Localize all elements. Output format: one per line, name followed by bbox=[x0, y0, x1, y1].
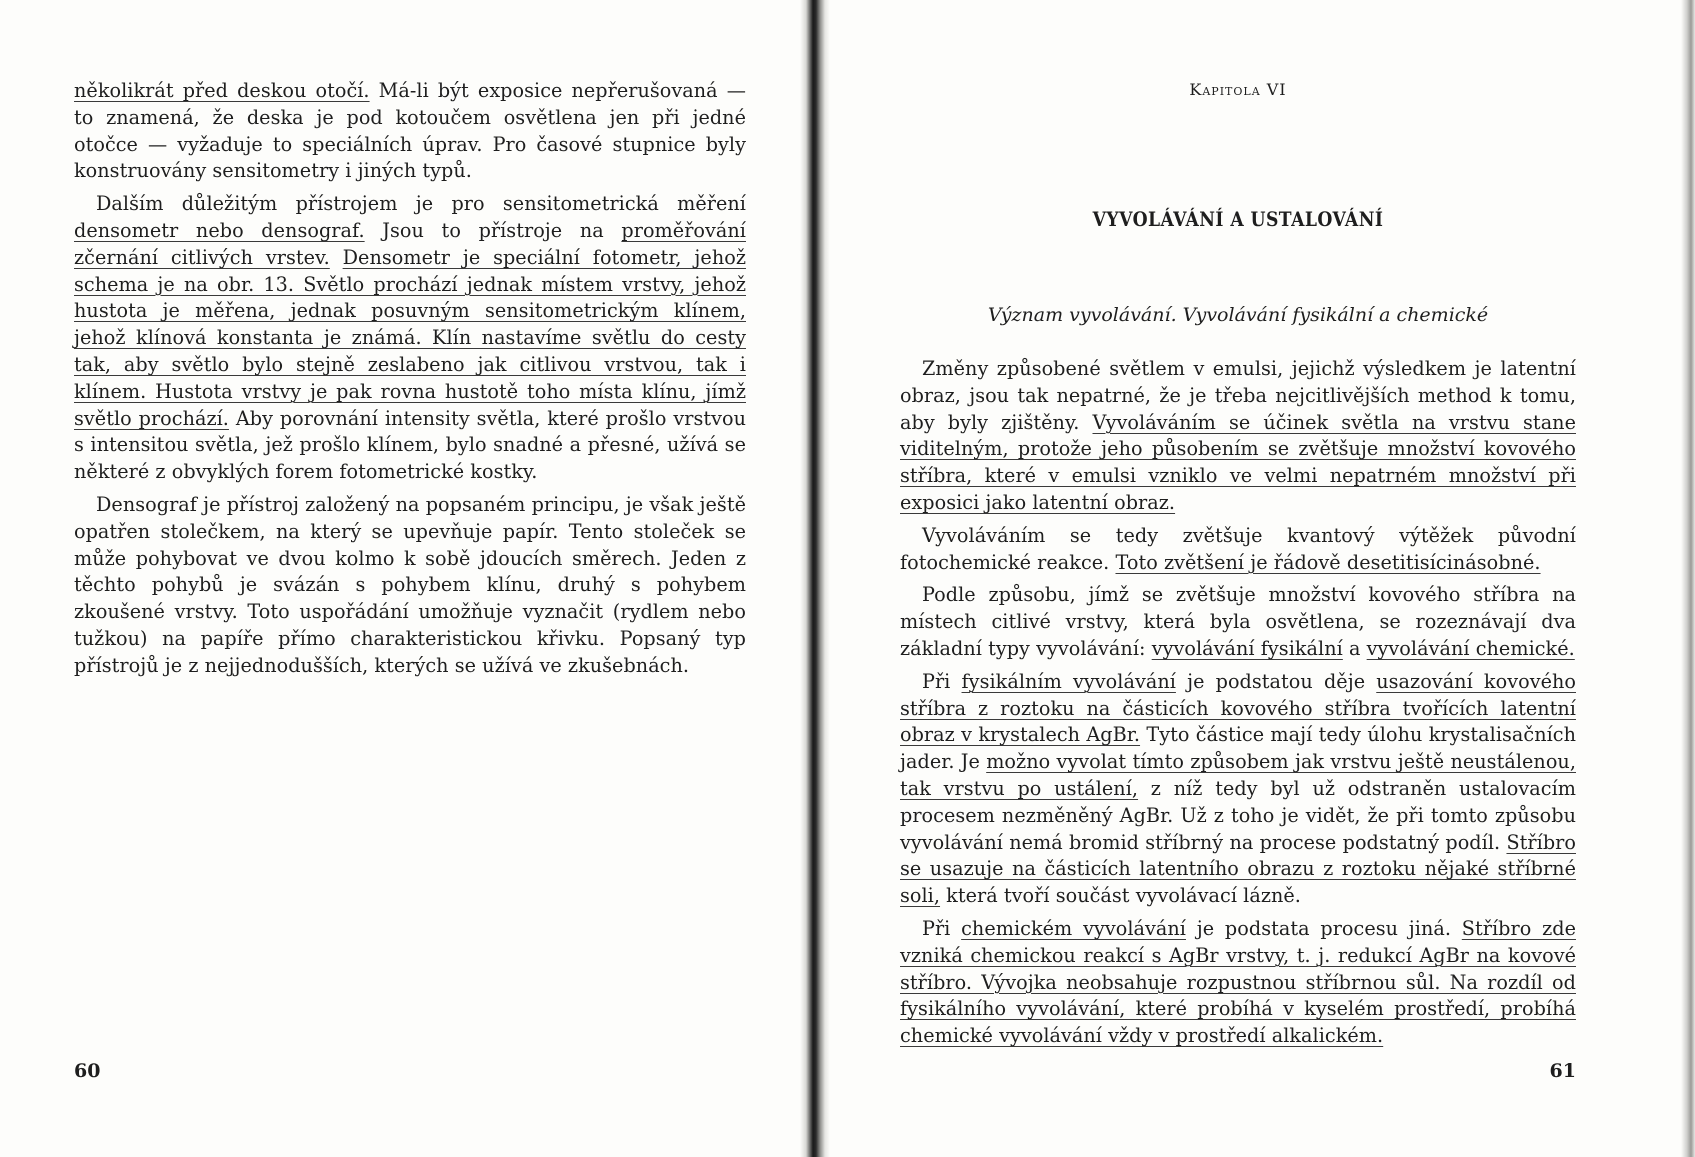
text-run: Jsou to přístroje na bbox=[364, 218, 622, 242]
chapter-label: Kapitola VI bbox=[1189, 80, 1287, 99]
underlined-text: chemickém vyvolávání bbox=[961, 916, 1186, 940]
right-paragraph-2 bbox=[900, 523, 1576, 577]
underlined-text: možno vyvolat tímto způsobem jak vrstvu ještě neustálenou, tak vrstvu po ustálení, bbox=[900, 750, 1576, 800]
text-run: Při bbox=[922, 669, 962, 693]
underlined-text: fysikálním vyvolávání bbox=[961, 669, 1176, 693]
right-paragraph-4 bbox=[900, 669, 1576, 910]
text-run: která tvoří součást vyvolávací lázně. bbox=[940, 884, 1301, 908]
left-paragraph-2 bbox=[74, 191, 746, 486]
text-run: Densograf je přístroj založený na popsaném principu, je však ještě opatřen stolečkem, na který se upevňuje papír. Tento stoleček se může pohybovat ve dvou kolmo k sobě jdoucích směrech. Jeden z těchto pohybů je svázán s pohybem klínu, druhý s pohybem zkoušené vrstvy. Toto uspořádání umožňuje vyznačit (rydlem nebo tužkou) na papíře přímo charakteristickou křivku. Popsaný typ přístrojů je z nejjednodušších, kterých se užívá ve zkušebnách. bbox=[74, 492, 746, 677]
right-paragraph-5 bbox=[900, 916, 1576, 1050]
text-run: z níž tedy byl už odstraněn ustalovacím procesem nezměněný AgBr. Už z toho je vidět, že při tomto způsobu vyvolávání nemá bromid stříbrný na procese podstatný podíl. bbox=[900, 776, 1576, 854]
underlined-text: proměřování zčernání citlivých vrstev. bbox=[74, 218, 746, 269]
text-run: Tyto částice mají tedy úlohu krystalisačních jader. Je bbox=[900, 723, 1577, 774]
text-run: Dalším důležitým přístrojem je pro sensitometrická měření bbox=[96, 192, 746, 216]
underlined-text: densometr nebo densograf. bbox=[74, 218, 365, 242]
underlined-text: Densometr je speciální fotometr, jehož schema je na obr. 13. Světlo prochází jednak místem vrstvy, jehož hustota je měřena, jednak posuvným sensitometrickým klínem, jehož klínová konstanta je známá. Klín nastavíme světlu do cesty tak, aby světlo bylo stejně zeslabeno jak citlivou vrstvou, tak i klínem. Hustota vrstvy je pak rovna hustotě toho místa klínu, jímž světlo prochází. bbox=[74, 245, 746, 430]
text-run: Změny způsobené světlem v emulsi, jejichž výsledkem je latentní obraz, jsou tak nepatrné, že je třeba nejcitlivějších method k tomu, aby byly zjištěny. bbox=[900, 357, 1576, 434]
underlined-text: vyvolávání fysikální bbox=[1151, 636, 1343, 660]
page-edge-shadow bbox=[1681, 0, 1695, 1157]
underlined-text: Stříbro zde vzniká chemickou reakcí s AgBr vrstvy, t. j. redukcí AgBr na kovové stříbro. Vývojka neobsahuje rozpustnou stříbrnou sůl. Na rozdíl od fysikálního vyvolávání, které probíhá v kyselém prostředí, probíhá chemické vyvolávání vždy v prostředí alkalickém. bbox=[900, 916, 1576, 1048]
book-gutter bbox=[800, 0, 830, 1157]
left-paragraph-1 bbox=[74, 78, 746, 185]
text-run: a bbox=[1342, 636, 1367, 660]
text-run: je podstatou děje bbox=[1175, 669, 1377, 693]
page-number-left: 60 bbox=[74, 1060, 101, 1082]
underlined-text: Vyvoláváním se účinek světla na vrstvu stane viditelným, protože jeho působením se zvětšuje množství kovového stříbra, které v emulsi vzniklo ve velmi nepatrném množství při exposici jako latentní obraz. bbox=[900, 410, 1576, 514]
underlined-text: několikrát před deskou otočí. bbox=[74, 79, 370, 102]
page-number-right: 61 bbox=[1549, 1060, 1576, 1082]
text-run: Má-li být exposice nepřerušovaná — to znamená, že deska je pod kotoučem osvětlena jen při jedné otočce — vyžaduje to speciálních úprav. Pro časové stupnice byly konstruovány sensitometry i jiných typů. bbox=[74, 79, 746, 183]
left-page-body bbox=[74, 78, 746, 680]
section-title: Význam vyvolávání. Vyvolávání fysikální a chemické bbox=[987, 304, 1489, 326]
underlined-text: Stříbro se usazuje na částicích latentního obrazu z roztoku nějaké stříbrné soli, bbox=[900, 830, 1576, 908]
text-run: Podle způsobu, jímž se zvětšuje množství kovového stříbra na místech citlivé vrstvy, která byla osvětlena, se rozeznávají dva základní typy vyvolávání: bbox=[900, 583, 1576, 660]
underlined-text: Toto zvětšení je řádově desetitisícinásobné. bbox=[1115, 550, 1541, 574]
left-paragraph-3 bbox=[74, 492, 746, 680]
text-run: Aby porovnání intensity světla, které prošlo vrstvou s intensitou světla, jež prošlo klínem, bylo snadné a přesné, užívá se některé z obvyklých forem fotometrické kostky. bbox=[74, 406, 746, 484]
right-page-body bbox=[900, 356, 1576, 1050]
chapter-title: VYVOLÁVÁNÍ A USTALOVÁNÍ bbox=[1092, 207, 1384, 231]
right-paragraph-3 bbox=[900, 582, 1576, 662]
text-run: je podstata procesu jiná. bbox=[1186, 916, 1462, 940]
text-run: Vyvoláváním se tedy zvětšuje kvantový výtěžek původní fotochemické reakce. bbox=[900, 523, 1576, 574]
underlined-text: vyvolávání chemické. bbox=[1366, 636, 1575, 660]
text-run: Při bbox=[922, 916, 962, 940]
text-run bbox=[330, 246, 343, 269]
underlined-text: usazování kovového stříbra z roztoku na částicích kovového stříbra tvořících latentní obraz v krystalech AgBr. bbox=[900, 669, 1576, 747]
right-paragraph-1 bbox=[900, 356, 1576, 517]
